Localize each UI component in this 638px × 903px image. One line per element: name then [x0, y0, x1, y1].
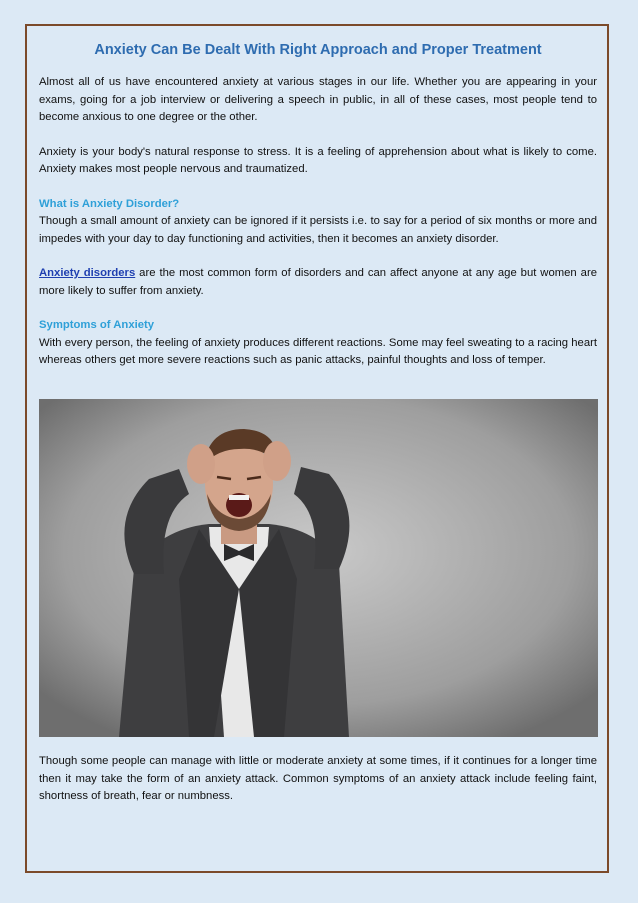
document-page	[25, 24, 609, 873]
paragraph-stress: Anxiety is your body's natural response to stress. It is a feeling of apprehension about what is likely to come. Anxiety makes most people nervous and traumatized.	[39, 145, 597, 175]
paragraph-anxiety-attack: Though some people can manage with little or moderate anxiety at some times, if it continues for a longer time then it may take the form of an anxiety attack. Common symptoms of an anxiety attack include feeling faint, shortness of breath, fear or numbness.	[39, 755, 597, 802]
page-title: Anxiety Can Be Dealt With Right Approach and Proper Treatment	[94, 42, 542, 58]
paragraph-intro: Almost all of us have encountered anxiety at various stages in our life. Whether you are appearing in your exams, going for a job interview or delivering a speech in public, in all of these cases, most people tend to become anxious to one degree or the other.	[39, 76, 597, 123]
document-body	[39, 40, 597, 387]
paragraph-disorders-common	[39, 265, 597, 300]
paragraph-disorders-text: are the most common form of disorders and can affect anyone at any age but women are more likely to suffer from anxiety.	[39, 267, 597, 297]
paragraph-symptoms: With every person, the feeling of anxiety produces different reactions. Some may feel sweating to a racing heart whereas others get more severe reactions such as panic attacks, painful thoughts and loss of temper.	[39, 336, 597, 366]
section-symptoms	[39, 317, 597, 370]
anxiety-disorders-link[interactable]: Anxiety disorders	[39, 267, 136, 279]
section-anxiety-disorder	[39, 196, 597, 249]
stressed-man-photo	[39, 399, 598, 737]
heading-symptoms-of-anxiety: Symptoms of Anxiety	[39, 319, 155, 331]
stressed-man-illustration	[39, 399, 598, 737]
heading-what-is-anxiety-disorder: What is Anxiety Disorder?	[39, 197, 180, 210]
paragraph-disorder-definition: Though a small amount of anxiety can be ignored if it persists i.e. to say for a period of six months or more and impedes with your day to day functioning and activities, then it becomes an anxiety disorder.	[39, 215, 597, 245]
